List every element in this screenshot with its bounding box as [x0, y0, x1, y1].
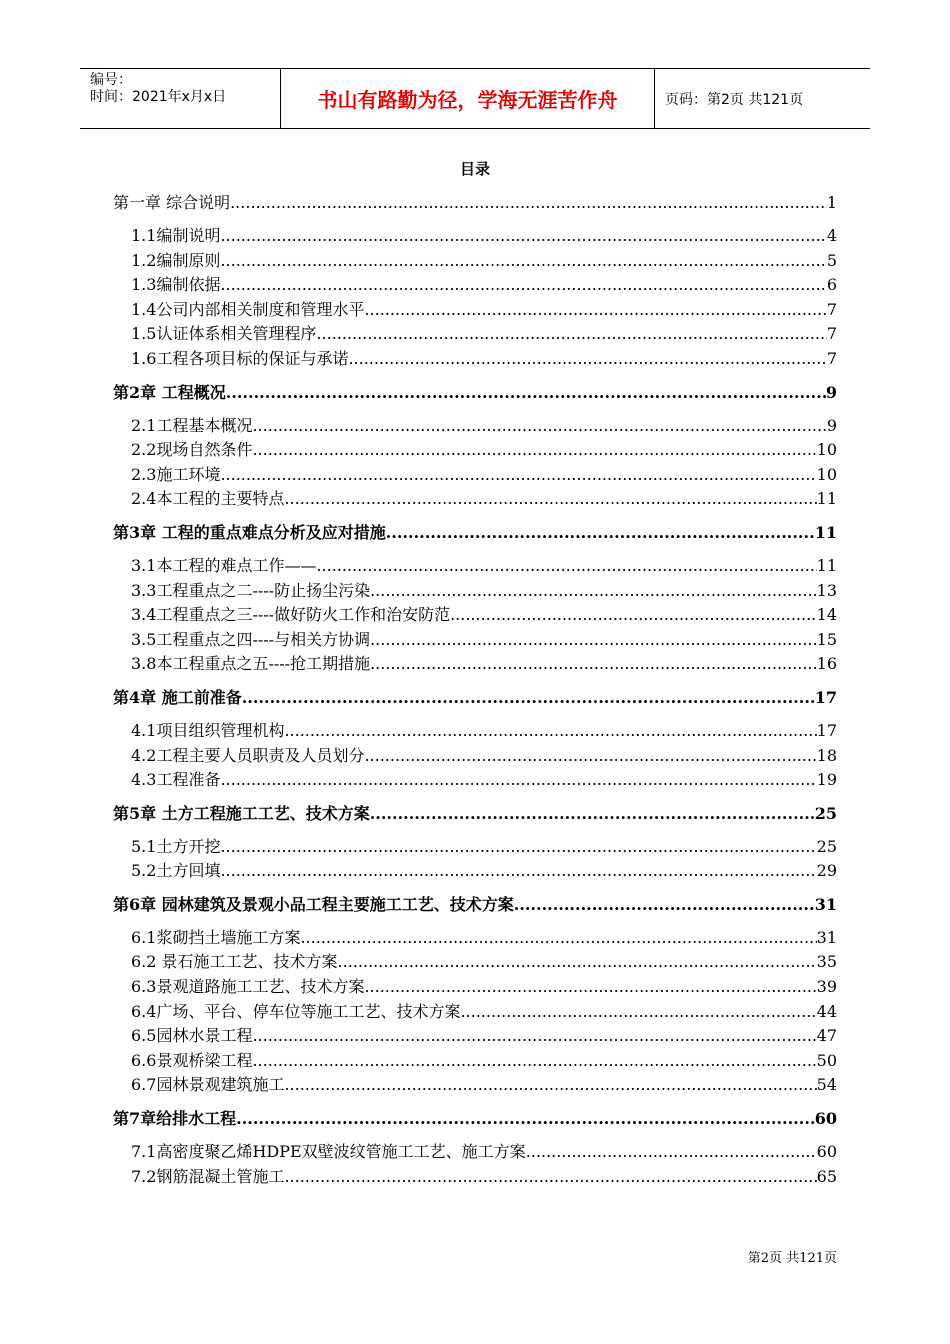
toc-entry-title: 3.5工程重点之四----与相关方协调 — [131, 629, 371, 649]
toc-entry-title: 1.6工程各项目标的保证与承诺 — [131, 348, 349, 368]
toc-leader-dots — [364, 744, 816, 769]
toc-leader-dots — [284, 719, 816, 744]
toc-section-entry[interactable] — [113, 628, 837, 653]
toc-leader-dots — [284, 487, 816, 512]
toc-entry-title: 2.3施工环境 — [131, 464, 221, 484]
toc-leader-dots — [220, 249, 826, 274]
header-meta — [80, 69, 281, 128]
page-header — [80, 68, 870, 129]
toc-chapter-entry[interactable] — [113, 380, 837, 405]
toc-entry-title: 3.8本工程重点之五----抢工期措施 — [131, 654, 371, 674]
toc-entry-page: 5 — [826, 250, 837, 270]
toc-chapter-entry[interactable] — [113, 685, 837, 710]
toc-entry-title: 第2章 工程概况 — [113, 382, 226, 402]
toc-leader-dots — [284, 1073, 816, 1098]
toc-section-entry[interactable] — [113, 603, 837, 628]
toc-entry-page: 4 — [826, 226, 837, 245]
toc-leader-dots — [364, 975, 816, 1000]
toc-entry-page: 25 — [816, 836, 837, 856]
toc-section-entry[interactable] — [113, 768, 837, 793]
toc-entry-title: 第4章 施工前准备 — [113, 687, 242, 707]
toc-entry-page: 10 — [816, 464, 837, 484]
toc-leader-dots — [300, 926, 816, 951]
toc-leader-dots — [370, 579, 817, 604]
toc-entry-title: 1.3编制依据 — [131, 275, 221, 295]
toc-entry-page: 7 — [826, 324, 837, 344]
toc-entry-title: 1.1编制说明 — [131, 226, 221, 245]
toc-entry-page: 29 — [816, 861, 837, 881]
toc-entry-title: 第5章 土方工程施工工艺、技术方案 — [113, 803, 370, 823]
toc-entry-title: 3.1本工程的难点工作—— — [131, 555, 317, 575]
toc-leader-dots — [220, 273, 826, 298]
toc-entry-page: 1 — [826, 193, 837, 212]
toc-leader-dots — [252, 414, 826, 439]
toc-section-entry[interactable] — [113, 322, 837, 347]
toc-leader-dots — [460, 1000, 816, 1025]
toc-leader-dots — [284, 1165, 816, 1190]
toc-section-entry[interactable] — [113, 273, 837, 298]
toc-entry-title: 4.1项目组织管理机构 — [131, 720, 285, 740]
toc-leader-dots — [220, 859, 816, 884]
toc-leader-dots — [252, 1024, 816, 1049]
toc-leader-dots — [386, 520, 815, 545]
toc-entry-title: 第7章给排水工程 — [113, 1109, 237, 1129]
toc-section-entry[interactable] — [113, 1165, 837, 1190]
toc-section-entry[interactable] — [113, 224, 837, 249]
toc-chapter-entry[interactable] — [113, 892, 837, 917]
toc-section-entry[interactable] — [113, 298, 837, 323]
toc-entry-page: 13 — [816, 580, 837, 600]
toc-entry-page: 10 — [816, 440, 837, 460]
toc-section-entry[interactable] — [113, 950, 837, 975]
toc-section-entry[interactable] — [113, 554, 837, 579]
toc-entry-title: 2.1工程基本概况 — [131, 415, 253, 435]
toc-entry-title: 6.6景观桥梁工程 — [131, 1050, 253, 1070]
toc-section-entry[interactable] — [113, 1024, 837, 1049]
toc-section-entry[interactable] — [113, 347, 837, 372]
toc-leader-dots — [220, 224, 826, 249]
page-footer: 第2页 共121页 — [747, 1251, 837, 1266]
table-of-contents — [113, 190, 837, 1189]
toc-entry-title: 2.4本工程的主要特点 — [131, 489, 285, 509]
toc-leader-dots — [220, 768, 816, 793]
toc-section-entry[interactable] — [113, 744, 837, 769]
toc-section-entry[interactable] — [113, 975, 837, 1000]
header-page-info: 页码：第2页 共121页 — [665, 91, 804, 108]
toc-section-entry[interactable] — [113, 579, 837, 604]
toc-entry-title: 6.4广场、平台、停车位等施工工艺、技术方案 — [131, 1001, 461, 1021]
toc-section-entry[interactable] — [113, 859, 837, 884]
toc-entry-page: 6 — [826, 275, 837, 295]
toc-section-entry[interactable] — [113, 414, 837, 439]
toc-leader-dots — [252, 1049, 816, 1074]
toc-title: 目录 — [459, 160, 490, 178]
toc-leader-dots — [230, 190, 827, 215]
toc-section-entry[interactable] — [113, 835, 837, 860]
toc-leader-dots — [316, 322, 826, 347]
toc-entry-title: 6.5园林水景工程 — [131, 1026, 253, 1046]
toc-leader-dots — [370, 652, 817, 677]
toc-entry-page: 15 — [816, 629, 837, 649]
toc-leader-dots — [370, 628, 817, 653]
toc-leader-dots — [348, 347, 826, 372]
toc-section-entry[interactable] — [113, 1049, 837, 1074]
toc-entry-page: 7 — [826, 348, 837, 368]
toc-entry-page: 44 — [816, 1001, 837, 1021]
toc-chapter-entry[interactable] — [113, 520, 837, 545]
toc-entry-page: 54 — [816, 1075, 837, 1095]
toc-entry-page: 7 — [826, 299, 837, 319]
toc-chapter-entry[interactable] — [113, 190, 837, 215]
toc-leader-dots — [220, 835, 816, 860]
toc-entry-title: 第6章 园林建筑及景观小品工程主要施工工艺、技术方案 — [113, 894, 514, 914]
toc-section-entry[interactable] — [113, 463, 837, 488]
toc-leader-dots — [220, 463, 816, 488]
toc-entry-page: 11 — [816, 555, 837, 575]
toc-entry-page: 14 — [816, 605, 837, 625]
header-motto: 书山有路勤为径，学海无涯苦作舟 — [281, 69, 655, 128]
toc-entry-page: 11 — [816, 489, 837, 509]
toc-section-entry[interactable] — [113, 652, 837, 677]
toc-section-entry[interactable] — [113, 1073, 837, 1098]
toc-entry-page: 25 — [814, 803, 837, 823]
toc-entry-title: 4.2工程主要人员职责及人员划分 — [131, 745, 365, 765]
toc-leader-dots — [316, 554, 816, 579]
toc-entry-title: 7.1高密度聚乙烯HDPE双壁波纹管施工工艺、施工方案 — [131, 1142, 526, 1162]
toc-entry-title: 4.3工程准备 — [131, 770, 221, 790]
toc-entry-page: 9 — [825, 382, 837, 402]
toc-entry-page: 16 — [816, 654, 837, 674]
toc-chapter-entry[interactable] — [113, 801, 837, 826]
toc-entry-title: 6.7园林景观建筑施工 — [131, 1075, 285, 1095]
toc-entry-title: 5.2土方回填 — [131, 861, 221, 881]
document-number-label: 编号： — [90, 72, 132, 88]
toc-leader-dots — [236, 1106, 815, 1131]
toc-entry-page: 17 — [814, 687, 837, 707]
toc-entry-title: 6.1浆砌挡土墙施工方案 — [131, 927, 301, 947]
toc-leader-dots — [526, 1140, 817, 1165]
toc-entry-page: 65 — [816, 1166, 837, 1186]
toc-entry-title: 1.2编制原则 — [131, 250, 221, 270]
toc-section-entry[interactable] — [113, 438, 837, 463]
toc-entry-title: 1.5认证体系相关管理程序 — [131, 324, 317, 344]
toc-entry-page: 35 — [816, 952, 837, 972]
toc-chapter-entry[interactable] — [113, 1106, 837, 1131]
toc-entry-page: 31 — [814, 894, 837, 914]
toc-leader-dots — [242, 685, 815, 710]
toc-entry-page: 18 — [816, 745, 837, 765]
toc-entry-title: 第3章 工程的重点难点分析及应对措施 — [113, 522, 386, 542]
toc-entry-page: 31 — [816, 927, 837, 947]
toc-entry-page: 39 — [816, 977, 837, 997]
toc-leader-dots — [370, 801, 815, 826]
toc-entry-title: 7.2钢筋混凝土管施工 — [131, 1166, 285, 1186]
toc-entry-page: 50 — [816, 1050, 837, 1070]
toc-section-entry[interactable] — [113, 487, 837, 512]
toc-entry-page: 19 — [816, 770, 837, 790]
toc-section-entry[interactable] — [113, 1140, 837, 1165]
toc-entry-page: 17 — [816, 720, 837, 740]
toc-section-entry[interactable] — [113, 926, 837, 951]
toc-leader-dots — [364, 298, 826, 323]
toc-section-entry[interactable] — [113, 719, 837, 744]
toc-section-entry[interactable] — [113, 249, 837, 274]
toc-leader-dots — [514, 892, 815, 917]
toc-entry-title: 3.3工程重点之二----防止扬尘污染 — [131, 580, 371, 600]
document-date: 时间：2021年x月x日 — [90, 89, 227, 105]
toc-leader-dots — [226, 380, 826, 405]
toc-entry-page: 11 — [814, 522, 837, 542]
toc-leader-dots — [450, 603, 817, 628]
toc-leader-dots — [252, 438, 816, 463]
toc-entry-title: 2.2现场自然条件 — [131, 440, 253, 460]
toc-entry-title: 6.2 景石施工工艺、技术方案 — [131, 952, 338, 972]
toc-entry-page: 60 — [814, 1109, 837, 1129]
toc-entry-page: 60 — [816, 1142, 837, 1162]
toc-entry-title: 6.3景观道路施工工艺、技术方案 — [131, 977, 365, 997]
toc-entry-title: 第一章 综合说明 — [113, 193, 231, 212]
toc-entry-title: 3.4工程重点之三----做好防火工作和治安防范 — [131, 605, 451, 625]
toc-section-entry[interactable] — [113, 1000, 837, 1025]
toc-leader-dots — [338, 950, 817, 975]
toc-entry-title: 5.1土方开挖 — [131, 836, 221, 856]
toc-entry-page: 47 — [816, 1026, 837, 1046]
toc-entry-title: 1.4公司内部相关制度和管理水平 — [131, 299, 365, 319]
toc-entry-page: 9 — [826, 415, 837, 435]
